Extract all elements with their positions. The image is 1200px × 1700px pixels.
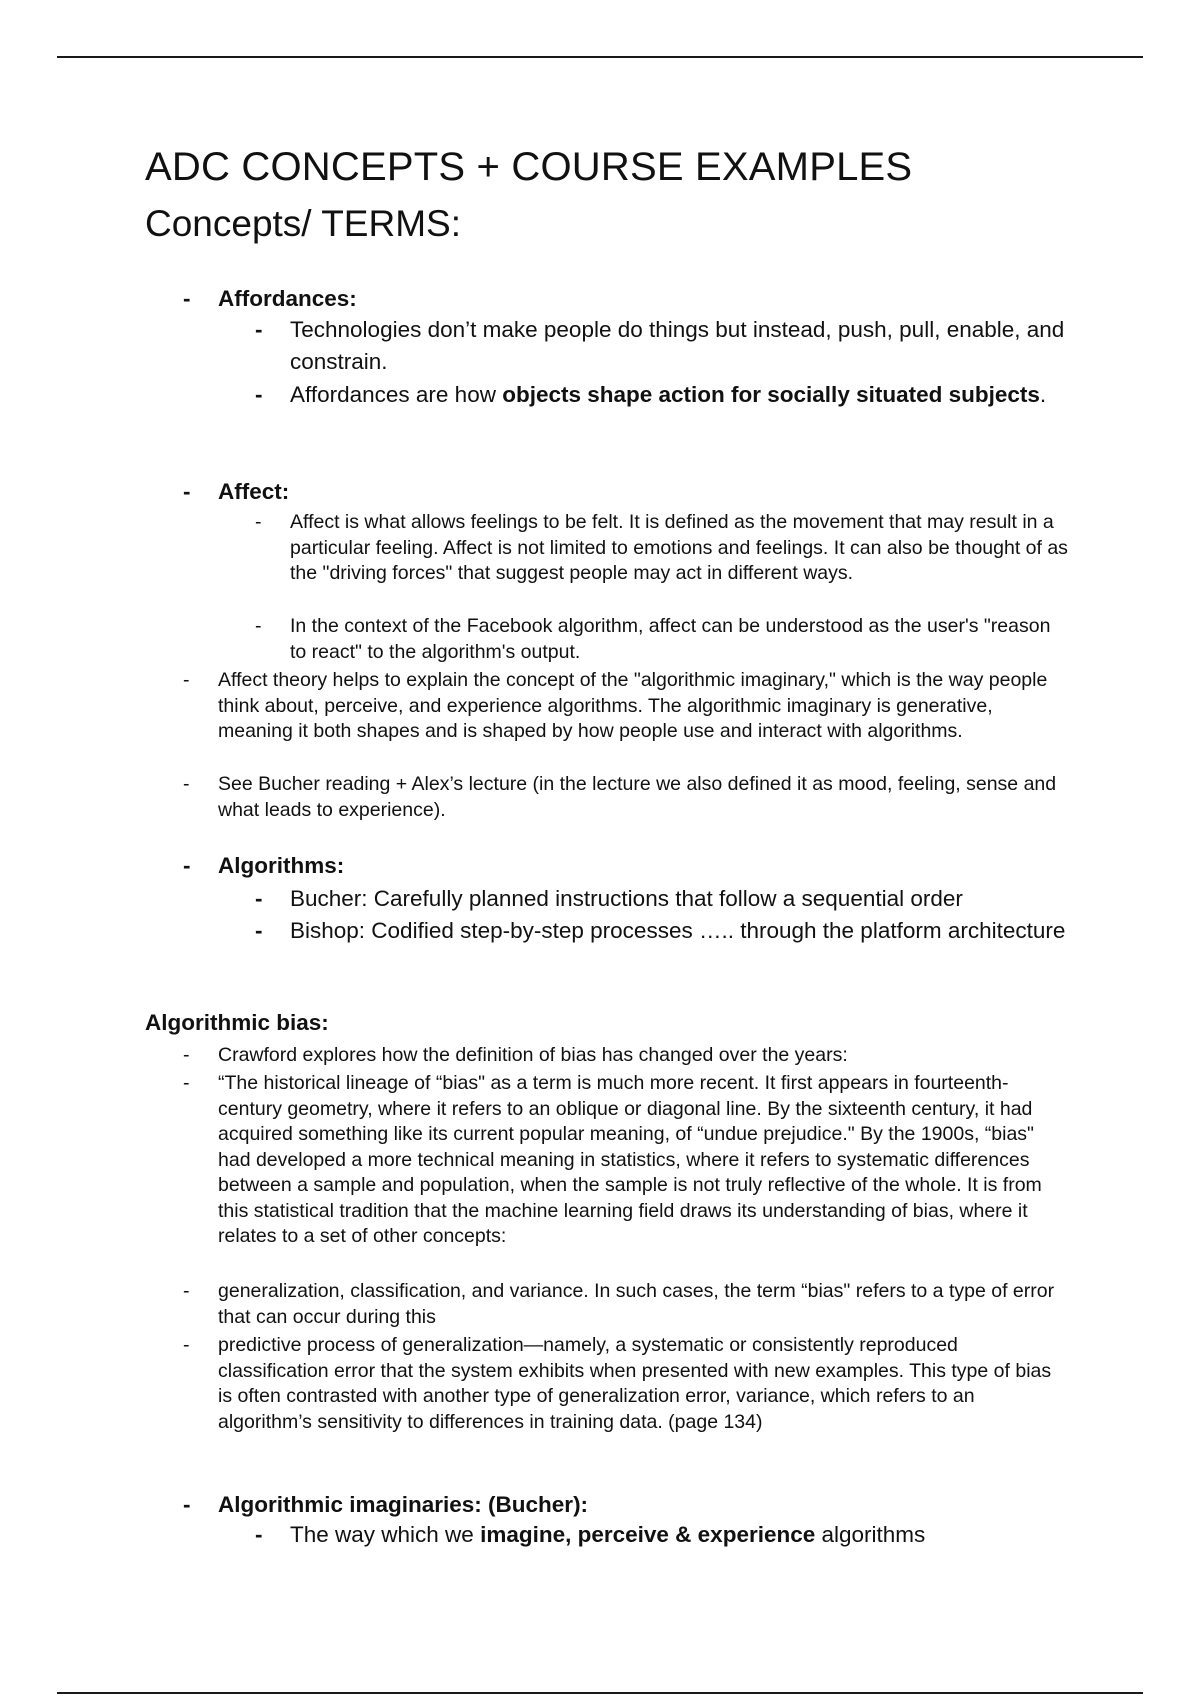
affordances-point-2-text: Affordances are how: [290, 382, 503, 407]
affect-point-1: Affect theory helps to explain the concept of the "algorithmic imaginary," which is the way people think about, perceive, and experience algorithms. The algorithmic imaginary is generative, meaning it both shapes and is shaped by how people use and interact with algorithms.: [218, 669, 1048, 742]
bias-point-4: predictive process of generalization—namely, a systematic or consistently reproduced classification error that the system exhibits when presented with new examples. This type of bias is often contrasted with another type of generalization error, variance, which refers to an algorithm’s sensitivity to differences in training data. (page 134): [218, 1334, 1052, 1433]
affect-subpoint-2: In the context of the Facebook algorithm, affect can be understood as the user's "reason to react" to the algorithm's output.: [290, 615, 1051, 663]
affect-subpoint-1: Affect is what allows feelings to be felt. It is defined as the movement that may result in a particular feeling. Affect is not limited to emotions and feelings. It can also be thought of as the "driving forces" that suggest people may act in different ways.: [290, 511, 1068, 584]
affordances-point-2: [290, 379, 1070, 411]
bias-point-2: “The historical lineage of “bias" as a term is much more recent. It first appears in fourteenth-century geometry, where it refers to an oblique or diagonal line. By the sixteenth century, it had acquired something like its current popular meaning, of “undue prejudice." By the 1900s, “bias" had developed a more technical meaning in statistics, where it refers to systematic differences between a sample and population, when the sample is not truly reflective of the whole. It is from this statistical tradition that the machine learning field draws its understanding of bias, where it relates to a set of other concepts:: [218, 1072, 1042, 1247]
term-heading-affordances: Affordances:: [218, 286, 357, 311]
bullet-dash: -: [183, 1072, 190, 1094]
bullet-dash: -: [183, 1044, 190, 1066]
algorithms-point-2: Bishop: Codified step-by-step processes ….. through the platform architecture: [290, 918, 1066, 943]
bullet-dash: -: [255, 511, 262, 533]
bullet-dash: -: [183, 1334, 190, 1356]
affordances-point-2-end: .: [1039, 382, 1047, 407]
term-heading-algorithms: Algorithms:: [218, 853, 345, 878]
page-title: ADC CONCEPTS + COURSE EXAMPLES: [145, 145, 913, 189]
bullet-dash: -: [255, 918, 263, 943]
bullet-dash: -: [183, 479, 191, 504]
term-heading-algorithmic-bias: Algorithmic bias:: [145, 1010, 329, 1035]
bullet-dash: -: [255, 886, 263, 911]
affordances-point-1: Technologies don’t make people do things but instead, push, pull, enable, and constrain.: [290, 317, 1065, 374]
bullet-dash: -: [183, 286, 191, 311]
page-subtitle: Concepts/ TERMS:: [145, 203, 461, 244]
bullet-dash: -: [255, 1522, 263, 1547]
bias-point-3: generalization, classification, and variance. In such cases, the term “bias" refers to a type of error that can occur during this: [218, 1280, 1055, 1328]
bullet-dash: -: [183, 1280, 190, 1302]
bullet-dash: -: [255, 382, 263, 407]
bullet-dash: -: [183, 1492, 191, 1517]
affect-point-2: See Bucher reading + Alex’s lecture (in the lecture we also defined it as mood, feeling, sense and what leads to experience).: [218, 773, 1057, 821]
top-rule: [57, 56, 1143, 58]
imaginaries-point-1-emphasis: imagine, perceive & experience: [480, 1522, 816, 1547]
term-heading-algorithmic-imaginaries: Algorithmic imaginaries: (Bucher):: [218, 1492, 589, 1517]
imaginaries-point-1: [290, 1519, 1070, 1551]
term-heading-affect: Affect:: [218, 479, 290, 504]
imaginaries-point-1-text: The way which we: [290, 1522, 481, 1547]
bullet-dash: -: [183, 853, 191, 878]
affordances-point-2-emphasis: objects shape action for socially situated subjects: [502, 382, 1040, 407]
imaginaries-point-1-end: algorithms: [815, 1522, 926, 1547]
algorithms-point-1: Bucher: Carefully planned instructions that follow a sequential order: [290, 886, 963, 911]
bullet-dash: -: [255, 615, 262, 637]
bias-point-1: Crawford explores how the definition of bias has changed over the years:: [218, 1044, 848, 1066]
bullet-dash: -: [255, 317, 263, 342]
bullet-dash: -: [183, 773, 190, 795]
bullet-dash: -: [183, 669, 190, 691]
bottom-rule: [57, 1692, 1143, 1694]
